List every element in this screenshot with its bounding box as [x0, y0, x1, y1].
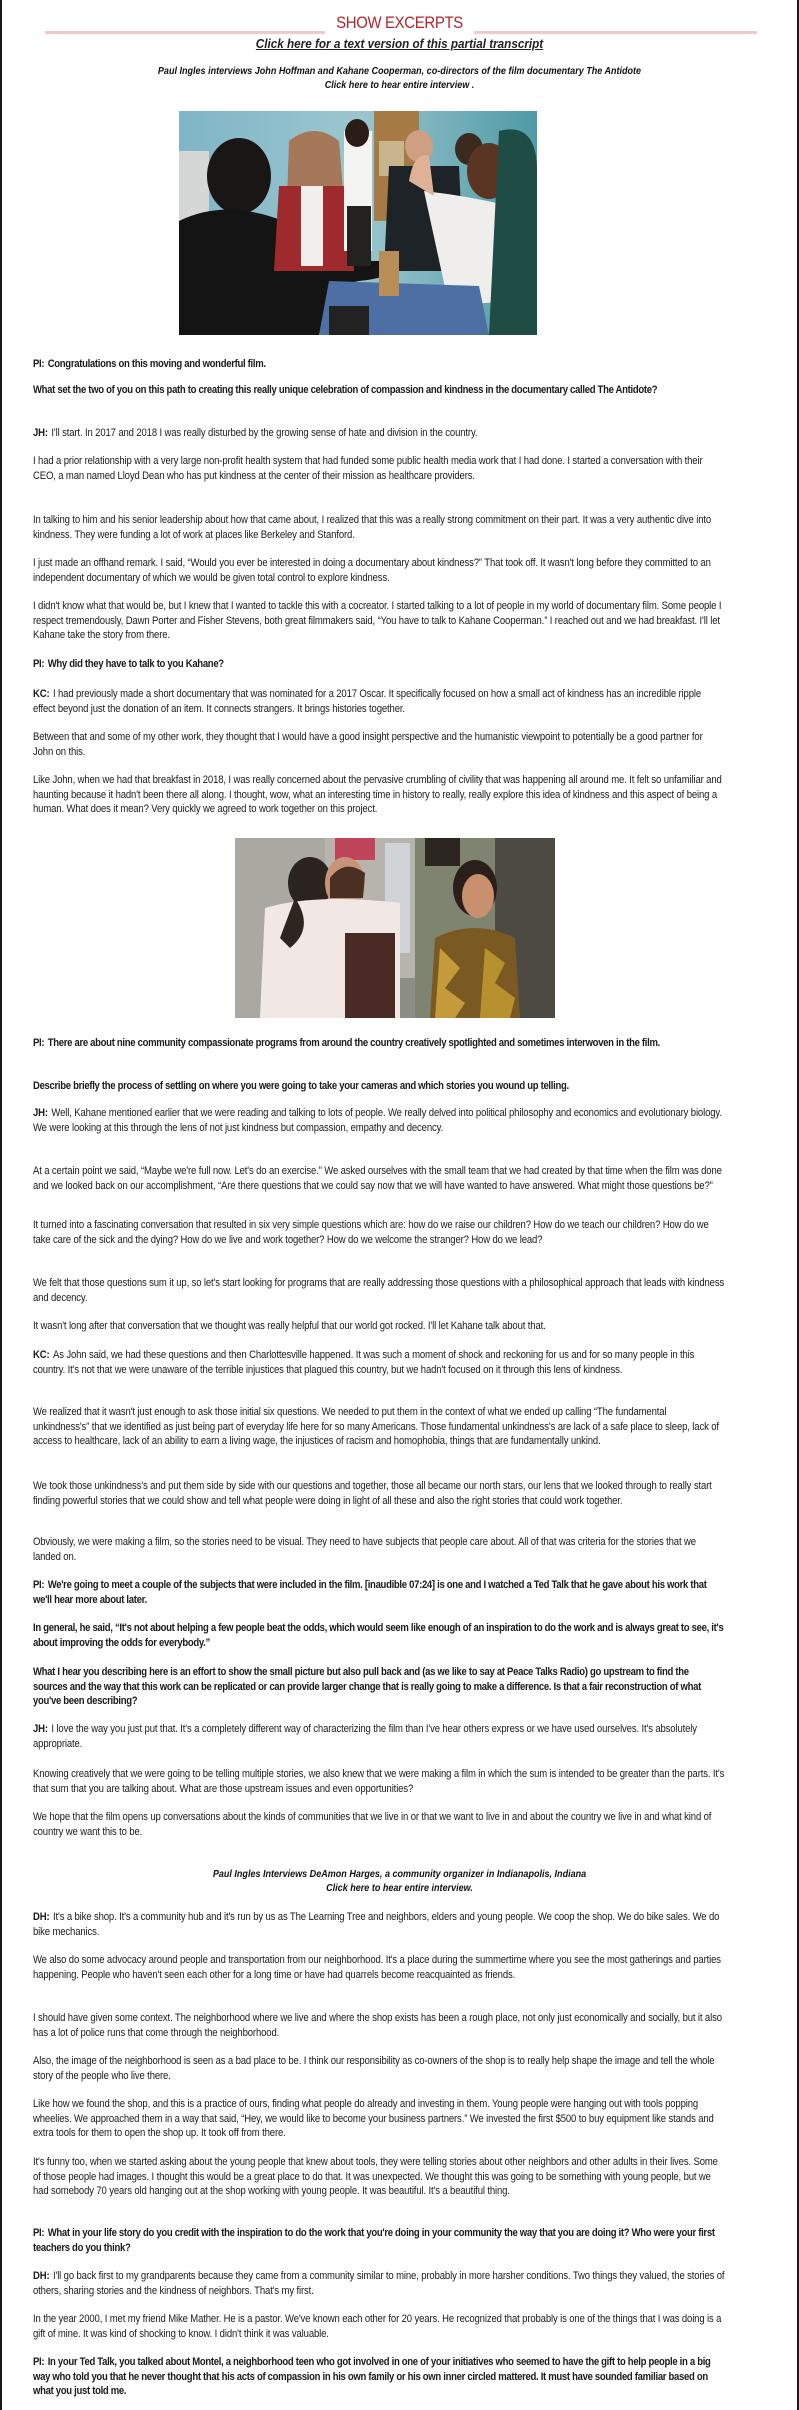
paragraph-text: What in your life story do you credit with the inspiration to do the work that you're doing in your community the way that you are doing it? Who were your first teachers do you think? [33, 2227, 715, 2254]
transcript-paragraph [33, 1722, 725, 1751]
transcript-paragraph [33, 1665, 725, 1709]
transcript-paragraph [33, 1405, 725, 1449]
photo-image-icon [179, 111, 537, 335]
interview2-intro-block [56, 1867, 743, 1895]
paragraph-text: There are about nine community compassionate programs from around the country creatively spotlighted and sometimes interwoven in the film. [47, 1037, 660, 1049]
interview2-intro: Paul Ingles Interviews DeAmon Harges, a community organizer in Indianapolis, Indiana [212, 1868, 587, 1880]
paragraph-text: Also, the image of the neighborhood is seen as a bad place to be. I think our responsibility as co-owners of the shop is to really help shape the image and tell the whole story of the people who live there. [33, 2055, 715, 2082]
paragraph-text: It's a bike shop. It's a community hub and it's run by us as The Learning Tree and neighbors, elders and young people. We coop the shop. We do bike sales. We do bike mechanics. [33, 1911, 720, 1938]
transcript-paragraph [33, 513, 725, 542]
header-rule-right [474, 31, 757, 34]
paragraph-text: We felt that those questions sum it up, so let's start looking for programs that are really addressing those questions with a philosophical approach that leads with kindness and decency. [33, 1277, 725, 1304]
paragraph-text: In the year 2000, I met my friend Mike Mather. He is a pastor. We've known each other for 20 years. He recognized that probably is one of the things that I was doing is a gift of mine. It was kind of shocking to know. I didn't think it was valuable. [33, 2313, 722, 2340]
speaker-label: PI: [33, 358, 45, 370]
speaker-label: JH: [33, 1107, 48, 1119]
paragraph-text: Knowing creatively that we were going to be telling multiple stories, we also knew that we were making a film in which the sum is intended to be greater than the parts. It's that sum that you are talking about. What are those upstream issues and even opportunities? [33, 1768, 725, 1795]
paragraph-text: Describe briefly the process of settling on where you were going to take your cameras and which stories you wound up telling. [33, 1080, 569, 1092]
speaker-label: PI: [33, 658, 45, 670]
paragraph-text: I didn't know what that would be, but I knew that I wanted to tackle this with a cocreator. I started talking to a lot of people in my world of documentary film. Some people I respect tremendously, Dawn Porter and Fisher Stevens, both great filmmakers said, “You have to talk to Kahane Cooperman.” I reached out and we had breakfast. I'll let Kahane take the story from there. [33, 600, 722, 642]
paragraph-text: I'll start. In 2017 and 2018 I was really disturbed by the growing sense of hate and division in the country. [51, 427, 478, 439]
paragraph-text: Congratulations on this moving and wonderful film. [47, 358, 266, 370]
transcript-paragraph [33, 556, 725, 585]
transcript-paragraph [33, 2054, 725, 2083]
speaker-label: KC: [33, 1349, 50, 1361]
paragraph-text: What I hear you describing here is an effort to show the small picture but also pull back and (as we like to say at Peace Talks Radio) go upstream to find the sources and the way that this work can be replicated or can provide larger change that is really going to make a difference. Is that a fair reconstruction of what you've been describing? [33, 1666, 701, 1708]
paragraph-text: We're going to meet a couple of the subjects that were included in the film. [inaudible 07:24] is one and I watched a Ted Talk that he gave about his work that we'll hear more about later. [33, 1579, 707, 1606]
transcript-paragraph [33, 2155, 725, 2199]
transcript-paragraph [33, 657, 725, 672]
speaker-label: JH: [33, 1723, 48, 1735]
speaker-label: PI: [33, 2356, 45, 2368]
transcript-paragraph [33, 2269, 725, 2298]
paragraph-text: Well, Kahane mentioned earlier that we were reading and talking to lots of people. We really delved into political philosophy and economics and evolutionary biology. We were looking at this through the lens of not just kindness but compassion, empathy and decency. [33, 1107, 722, 1134]
transcript-paragraph [33, 1953, 725, 1982]
paragraph-text: Between that and some of my other work, they thought that I would have a good insight perspective and the humanistic viewpoint to potentially be a good partner for John on this. [33, 731, 703, 758]
transcript-paragraph [33, 1276, 725, 1305]
transcript-paragraph [33, 1164, 725, 1193]
transcript-paragraph [33, 2011, 725, 2040]
paragraph-text: It turned into a fascinating conversation that resulted in six very simple questions which are: how do we raise our children? How do we teach our children? How do we take care of the sick and the dying? How do we live and work together? How do we welcome the stranger? How do we lead? [33, 1219, 709, 1246]
transcript-paragraph [33, 1578, 725, 1607]
section-header [0, 8, 799, 38]
transcript-paragraph [33, 454, 725, 483]
paragraph-text: We also do some advocacy around people and transportation from our neighborhood. It's a place during the summertime where you see the most gatherings and parties happening. People who haven't seen each other for a long time or have had quarrels become reacquainted as friends. [33, 1954, 721, 1981]
transcript-paragraph [33, 1479, 725, 1508]
speaker-label: DH: [33, 2270, 50, 2282]
paragraph-text: What set the two of you on this path to creating this really unique celebration of compassion and kindness in the documentary called The Antidote? [33, 384, 658, 396]
transcript-paragraph [33, 1535, 725, 1564]
speaker-label: JH: [33, 427, 48, 439]
paragraph-text: We hope that the film opens up conversations about the kinds of communities that we live in or that we want to live in and about the country we live in and what kind of country we want this to be. [33, 1811, 712, 1838]
header-rule-left [45, 31, 325, 34]
speaker-label: DH: [33, 1911, 50, 1923]
photo-group-high-five [179, 111, 537, 335]
paragraph-text: I'll go back first to my grandparents because they came from a community similar to mine, probably in more harsher conditions. Two things they valued, the stories of others, sharing stories and the kindness of neighbors. That's my first. [33, 2270, 725, 2297]
paragraph-text: I just made an offhand remark. I said, “Would you ever be interested in doing a documentary about kindness?” That took off. It wasn't long before they committed to an independent documentary of which we would be given total control to explore kindness. [33, 557, 711, 584]
paragraph-text: We realized that it wasn't just enough to ask those initial six questions. We needed to put them in the context of what we ended up calling “The fundamental unkindness's” that we identified as just being part of everyday life here for so many Americans. Those fundamental unkindness's are lack of a safe place to sleep, lack of access to healthcare, lack of an ability to earn a living wage, the injustices of racism and homophobia, things that are fundamentally unkind. [33, 1406, 719, 1448]
paragraph-text: At a certain point we said, “Maybe we're full now. Let's do an exercise.” We asked ourselves with the small team that we had created by that time when the film was done and we looked back on our accomplishment, “Are there questions that we could say now that we will have wanted to have answered. What might those questions be?” [33, 1165, 722, 1192]
transcript-paragraph [33, 2355, 725, 2399]
paragraph-text: I had previously made a short documentary that was nominated for a 2017 Oscar. It specifically focused on how a small act of kindness has an incredible ripple effect beyond just the donation of an item. It connects strangers. It brings histories together. [33, 688, 702, 715]
page-title: SHOW EXCERPTS [336, 13, 463, 32]
speaker-label: PI: [33, 1579, 45, 1591]
paragraph-text: I should have given some context. The neighborhood where we live and where the shop exists has been a rough place, not only just economically and socially, but it also has a lot of police runs that come through the neighborhood. [33, 2012, 722, 2039]
transcript-paragraph [33, 1910, 725, 1939]
transcript-paragraph [33, 1106, 725, 1135]
speaker-label: KC: [33, 688, 50, 700]
photo-image-icon [235, 838, 555, 1018]
paragraph-text: Why did they have to talk to you Kahane? [47, 658, 224, 670]
photo-hug-bookstore [235, 838, 555, 1018]
transcript-paragraph [33, 357, 725, 372]
paragraph-text: I had a prior relationship with a very large non-profit health system that had funded some public health media work that I had done. I started a conversation with their CEO, a man named Lloyd Dean who has put kindness at the center of their mission as healthcare providers. [33, 455, 703, 482]
paragraph-text: Like how we found the shop, and this is a practice of ours, finding what people do already and investing in them. Young people were hanging out with tools popping wheelies. We approached them in a way that said, “Hey, we would like to become your business partners.” We invested the first $500 to buy equipment like stands and extra tools for them to open the shop up. It took off from there. [33, 2098, 714, 2140]
paragraph-text: As John said, we had these questions and then Charlottesville happened. It was such a moment of shock and reckoning for us and for so many people in this country. It's not that we were unaware of the terrible injustices that plagued this country, but we hadn't focused on it through this lens of kindness. [33, 1349, 695, 1376]
transcript-paragraph [33, 426, 725, 441]
transcript-paragraph [33, 773, 725, 817]
interview1-intro: Paul Ingles interviews John Hoffman and Kahane Cooperman, co-directors of the film documentary The Antidote [157, 65, 642, 77]
paragraph-text: I love the way you just put that. It's a completely different way of characterizing the film than I've hear others express or we have used ourselves. It's absolutely appropriate. [33, 1723, 697, 1750]
interview2-listen-link[interactable]: Click here to hear entire interview. [326, 1882, 473, 1894]
transcript-paragraph [33, 2312, 725, 2341]
transcript-paragraph [33, 687, 725, 716]
paragraph-text: It wasn't long after that conversation that we thought was really helpful that our world got rocked. I'll let Kahane talk about that. [33, 1320, 546, 1332]
paragraph-text: In talking to him and his senior leadership about how that came about, I realized that this was a really strong commitment on their part. It was a very authentic dive into kindness. They were funding a lot of work at places like Berkeley and Stanford. [33, 514, 712, 541]
transcript-paragraph [33, 1319, 725, 1334]
transcript-paragraph [33, 1810, 725, 1839]
transcript-paragraph [33, 2097, 725, 2141]
paragraph-text: Like John, when we had that breakfast in 2018, I was really concerned about the pervasive crumbling of civility that was happening all around me. It felt so unfamiliar and haunting because it hadn't been there all along. I thought, wow, what an interesting time in history to really, really explore this idea of kindness and this aspect of being a human. What does it mean? Very quickly we agreed to work together on this project. [33, 774, 722, 816]
interview1-intro-block [56, 64, 743, 92]
transcript-paragraph [33, 1218, 725, 1247]
transcript-link[interactable]: Click here for a text version of this partial transcript [255, 36, 544, 51]
paragraph-text: It's funny too, when we started asking about the young people that knew about tools, they were telling stories about other neighbors and other adults in their lives. Some of those people had images. I thought this would be a great place to do that. It was unexpected. We thought this was going to be something with young people, but we had somebody 70 years old hanging out at the shop working with young people. It was beautiful. It's a beautiful thing. [33, 2156, 718, 2198]
paragraph-text: In your Ted Talk, you talked about Montel, a neighborhood teen who got involved in one of your initiatives who seemed to have the gift to help people in a big way who told you that he never thought that his acts of compassion in his own family or his own inner circled mattered. It must have sounded familiar based on what you just told me. [33, 2356, 711, 2398]
transcript-paragraph [33, 1079, 725, 1094]
transcript-paragraph [33, 599, 725, 643]
paragraph-text: In general, he said, “It's not about helping a few people beat the odds, which would seem like enough of an inspiration to do the work and is always great to see, it's about improving the odds for everybody.” [33, 1622, 724, 1649]
transcript-paragraph [33, 1767, 725, 1796]
speaker-label: PI: [33, 1037, 45, 1049]
transcript-paragraph [33, 383, 725, 398]
interview1-listen-link[interactable]: Click here to hear entire interview . [324, 79, 475, 91]
transcript-paragraph [33, 730, 725, 759]
transcript-paragraph [33, 1621, 725, 1650]
transcript-paragraph [33, 1348, 725, 1377]
paragraph-text: We took those unkindness's and put them side by side with our questions and together, those all became our north stars, our lens that we looked through to really start finding powerful stories that we could show and tell what people were doing in light of all these and also the right stories that could work together. [33, 1480, 712, 1507]
paragraph-text: Obviously, we were making a film, so the stories need to be visual. They need to have subjects that people care about. All of that was criteria for the stories that we landed on. [33, 1536, 696, 1563]
transcript-paragraph [33, 2226, 725, 2255]
speaker-label: PI: [33, 2227, 45, 2239]
transcript-paragraph [33, 1036, 725, 1051]
